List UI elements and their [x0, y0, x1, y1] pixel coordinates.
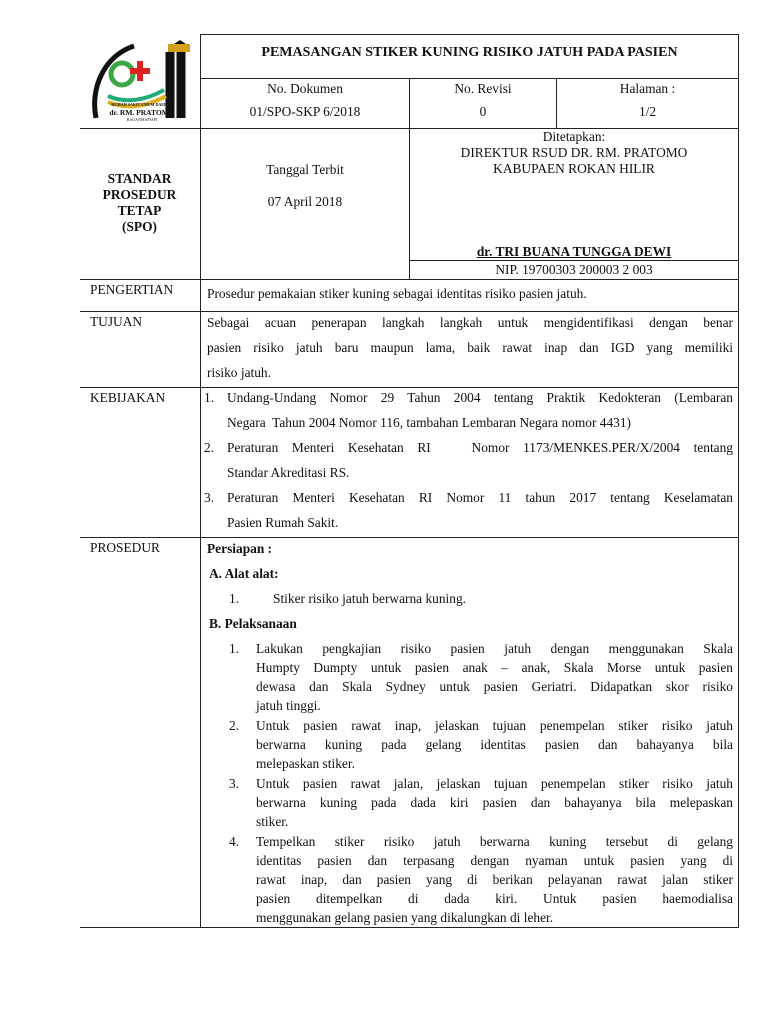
page-value: 1/2: [638, 104, 657, 119]
page-label: Halaman :: [619, 81, 676, 96]
pengertian-label-cell: [80, 279, 201, 312]
approval-line2: KABUPAEN ROKAN HILIR: [493, 161, 655, 176]
approval-line1: DIREKTUR RSUD DR. RM. PRATOMO: [460, 145, 688, 160]
prosedur-label-cell: [80, 537, 201, 928]
spo-cell: [80, 128, 201, 280]
doc-number-cell: [200, 78, 410, 129]
pelaksanaan-num-3: 3.: [229, 776, 240, 791]
pelaksanaan-3-l1: Untuk pasien rawat jalan, jelaskan tujuan penempelan stiker risiko jatuh: [256, 776, 733, 791]
kebijakan-num-1: 1.: [204, 390, 215, 405]
kebijakan-label-cell: [80, 387, 201, 538]
pelaksanaan-1-l2: Humpty Dumpty untuk pasien anak – anak, Skala Morse untuk pasien: [256, 660, 733, 675]
revision-label: No. Revisi: [454, 81, 512, 96]
signer-nip: NIP. 19700303 200003 2 003: [495, 262, 653, 277]
kebijakan-num-3: 3.: [204, 490, 215, 505]
tujuan-line2: pasien risiko jatuh baru maupun lama, baik rawat inap dan IGD yang memiliki: [207, 340, 733, 355]
pelaksanaan-heading: B. Pelaksanaan: [209, 616, 297, 631]
alat-num: 1.: [229, 591, 240, 606]
logo-region: BAGANSIAPIAPI: [126, 117, 158, 122]
pelaksanaan-4-l5: menggunakan gelang pasien yang dikalungkan di leher.: [256, 910, 554, 925]
kebijakan-item-2-l1: Peraturan Menteri Kesehatan RI Nomor 1173/MENKES.PER/X/2004 tentang: [227, 440, 733, 455]
page-cell: [556, 78, 739, 129]
kebijakan-item-3-l1: Peraturan Menteri Kesehatan RI Nomor 11 tahun 2017 tentang Keselamatan: [227, 490, 733, 505]
tujuan-label-cell: [80, 311, 201, 388]
signer-name: dr. TRI BUANA TUNGGA DEWI: [476, 244, 672, 259]
pelaksanaan-3-l3: stiker.: [256, 814, 289, 829]
spo-document: [80, 34, 739, 928]
pelaksanaan-2-l1: Untuk pasien rawat inap, jelaskan tujuan penempelan stiker risiko jatuh: [256, 718, 733, 733]
doc-number-label: No. Dokumen: [267, 81, 343, 96]
pelaksanaan-4-l3: rawat inap, dan pasien yang di berikan pelayanan rawat jalan stiker: [256, 872, 733, 887]
spo-line4: (SPO): [122, 219, 157, 234]
kebijakan-num-2: 2.: [204, 440, 215, 455]
prosedur-text-cell: [200, 537, 739, 928]
pelaksanaan-4-l2: identitas pasien dan terpasang dengan nyaman untuk pasien yang di: [256, 853, 733, 868]
kebijakan-label: KEBIJAKAN: [90, 390, 166, 405]
doc-number-value: 01/SPO-SKP 6/2018: [249, 104, 361, 119]
spo-line3: TETAP: [117, 203, 162, 218]
approval-label: Ditetapkan:: [542, 129, 606, 144]
issue-date-value: 07 April 2018: [267, 194, 343, 209]
document-title: PEMASANGAN STIKER KUNING RISIKO JATUH PADA PASIEN: [261, 45, 678, 60]
tujuan-line3: risiko jatuh.: [207, 365, 271, 380]
pengertian-label: PENGERTIAN: [90, 282, 174, 297]
kebijakan-item-3-l2: Pasien Rumah Sakit.: [227, 515, 339, 530]
pelaksanaan-3-l2: berwarna kuning pada dada kiri pasien dan bahayanya bila melepaskan: [256, 795, 733, 810]
nip-cell: [409, 260, 739, 280]
kebijakan-text-cell: [200, 387, 739, 538]
revision-value: 0: [479, 104, 487, 119]
spo-line2: PROSEDUR: [102, 187, 177, 202]
issue-date-cell: [200, 128, 410, 280]
prosedur-label: PROSEDUR: [90, 540, 160, 555]
kebijakan-item-1-l2: Negara Tahun 2004 Nomor 116, tambahan Lembaran Negara nomor 4431): [227, 415, 631, 430]
alat-item: Stiker risiko jatuh berwarna kuning.: [273, 591, 467, 606]
logo-subtext: RUMAH SAKIT UMUM DAERAH: [111, 102, 173, 107]
pengertian-text-cell: [200, 279, 739, 312]
pelaksanaan-num-4: 4.: [229, 834, 240, 849]
revision-cell: [409, 78, 557, 129]
pelaksanaan-num-1: 1.: [229, 641, 240, 656]
pelaksanaan-num-2: 2.: [229, 718, 240, 733]
tujuan-label: TUJUAN: [90, 314, 143, 329]
issue-date-label: Tanggal Terbit: [266, 162, 344, 177]
pelaksanaan-1-l1: Lakukan pengkajian risiko pasien jatuh dengan menggunakan Skala: [256, 641, 733, 656]
pengertian-text: Prosedur pemakaian stiker kuning sebagai identitas risiko pasien jatuh.: [207, 286, 587, 301]
logo-cell: [80, 34, 201, 129]
spo-line1: STANDAR: [107, 171, 172, 186]
pelaksanaan-1-l3: dewasa dan Skala Sydney untuk pasien Geriatri. Didapatkan skor risiko: [256, 679, 733, 694]
approval-cell: [409, 128, 739, 280]
kebijakan-item-1-l1: Undang-Undang Nomor 29 Tahun 2004 tentang Praktik Kedokteran (Lembaran: [227, 390, 733, 405]
title-cell: [200, 34, 739, 79]
pelaksanaan-1-l4: jatuh tinggi.: [256, 698, 321, 713]
tujuan-text-cell: [200, 311, 739, 388]
kebijakan-item-2-l2: Standar Akreditasi RS.: [227, 465, 350, 480]
tujuan-line1: Sebagai acuan penerapan langkah langkah untuk mengidentifikasi dengan benar: [207, 315, 733, 330]
pelaksanaan-2-l3: melepaskan stiker.: [256, 756, 355, 771]
alat-heading: A. Alat alat:: [209, 566, 279, 581]
pelaksanaan-2-l2: berwarna kuning pada gelang identitas pasien dan bahayanya bila: [256, 737, 733, 752]
logo-text: dr. RM. PRATOMO: [109, 108, 175, 117]
persiapan-heading: Persiapan :: [207, 541, 273, 556]
pelaksanaan-4-l4: pasien ditempelkan di dada kiri. Untuk pasien haemodialisa: [256, 891, 733, 906]
pelaksanaan-4-l1: Tempelkan stiker risiko jatuh berwarna kuning tersebut di gelang: [256, 834, 733, 849]
